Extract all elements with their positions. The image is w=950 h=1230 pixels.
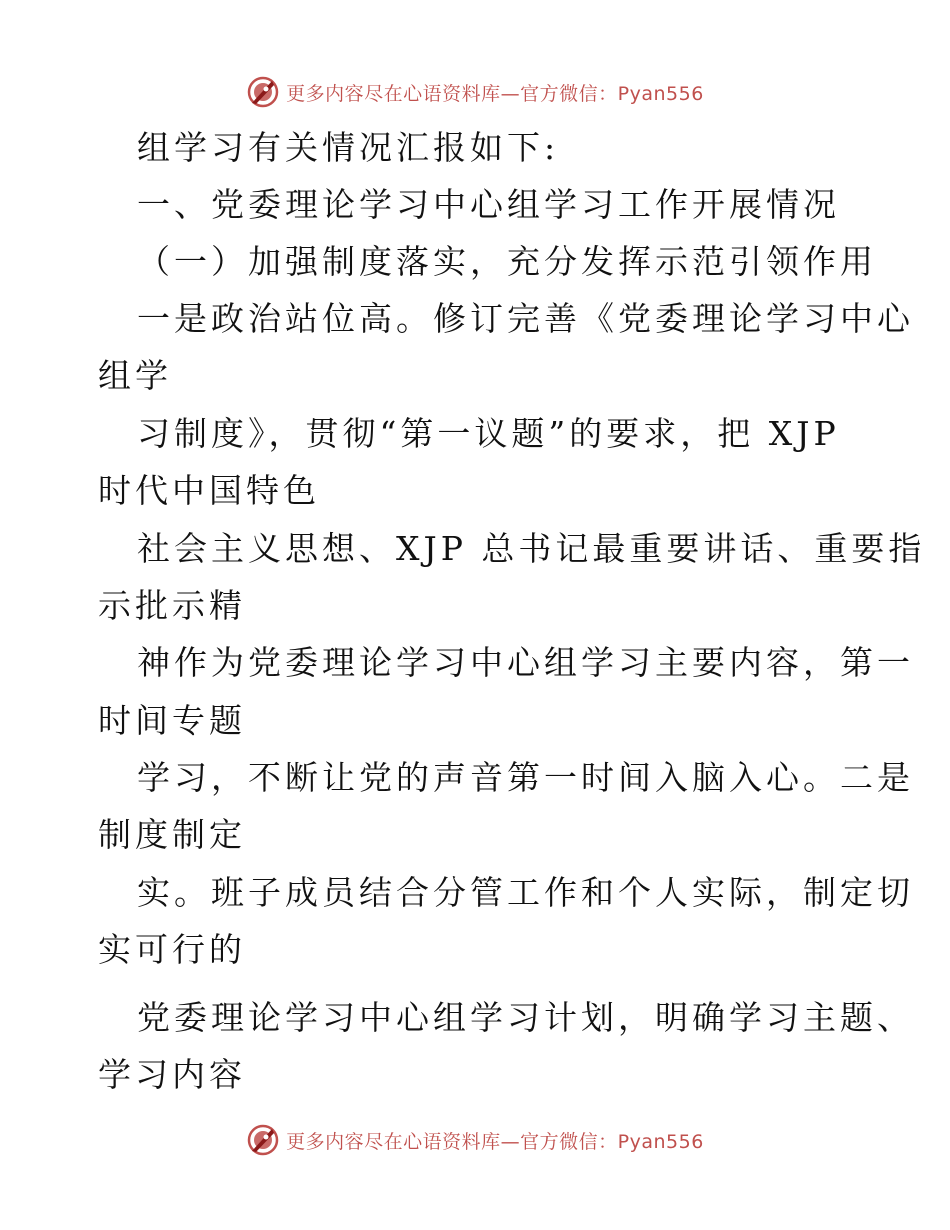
text-line: 时间专题 <box>98 701 246 740</box>
subsection-heading: （一）加强制度落实，充分发挥示范引领作用 <box>137 242 877 281</box>
text-line: 示批示精 <box>98 586 246 625</box>
text-line: 神作为党委理论学习中心组学习主要内容，第一 <box>137 643 914 682</box>
section-heading: 一、党委理论学习中心组学习工作开展情况 <box>137 185 840 224</box>
text-line: 学习内容 <box>98 1055 246 1094</box>
watermark-banner-top <box>0 72 950 112</box>
text-line: 习制度》，贯彻“第一议题”的要求，把 XJP <box>137 414 840 453</box>
watermark-banner-bottom <box>0 1120 950 1160</box>
text-line: 社会主义思想、XJP 总书记最重要讲话、重要指 <box>137 529 926 568</box>
feather-pen-seal-icon <box>246 75 280 109</box>
text-line: 实。班子成员结合分管工作和个人实际，制定切 <box>137 873 914 912</box>
text-line: 学习，不断让党的声音第一时间入脑入心。二是 <box>137 758 914 797</box>
text-line: 组学 <box>98 356 172 395</box>
text-line: 党委理论学习中心组学习计划，明确学习主题、 <box>137 998 914 1037</box>
text-line: 时代中国特色 <box>98 471 320 510</box>
text-line: 制度制定 <box>98 815 246 854</box>
text-line: 组学习有关情况汇报如下: <box>137 128 560 167</box>
text-line: 一是政治站位高。修订完善《党委理论学习中心 <box>137 299 914 338</box>
text-line: 实可行的 <box>98 930 246 969</box>
feather-pen-seal-icon <box>246 1123 280 1157</box>
watermark-text: 更多内容尽在心语资料库—官方微信：Pyan556 <box>286 1130 704 1153</box>
watermark-text: 更多内容尽在心语资料库—官方微信：Pyan556 <box>286 82 704 105</box>
